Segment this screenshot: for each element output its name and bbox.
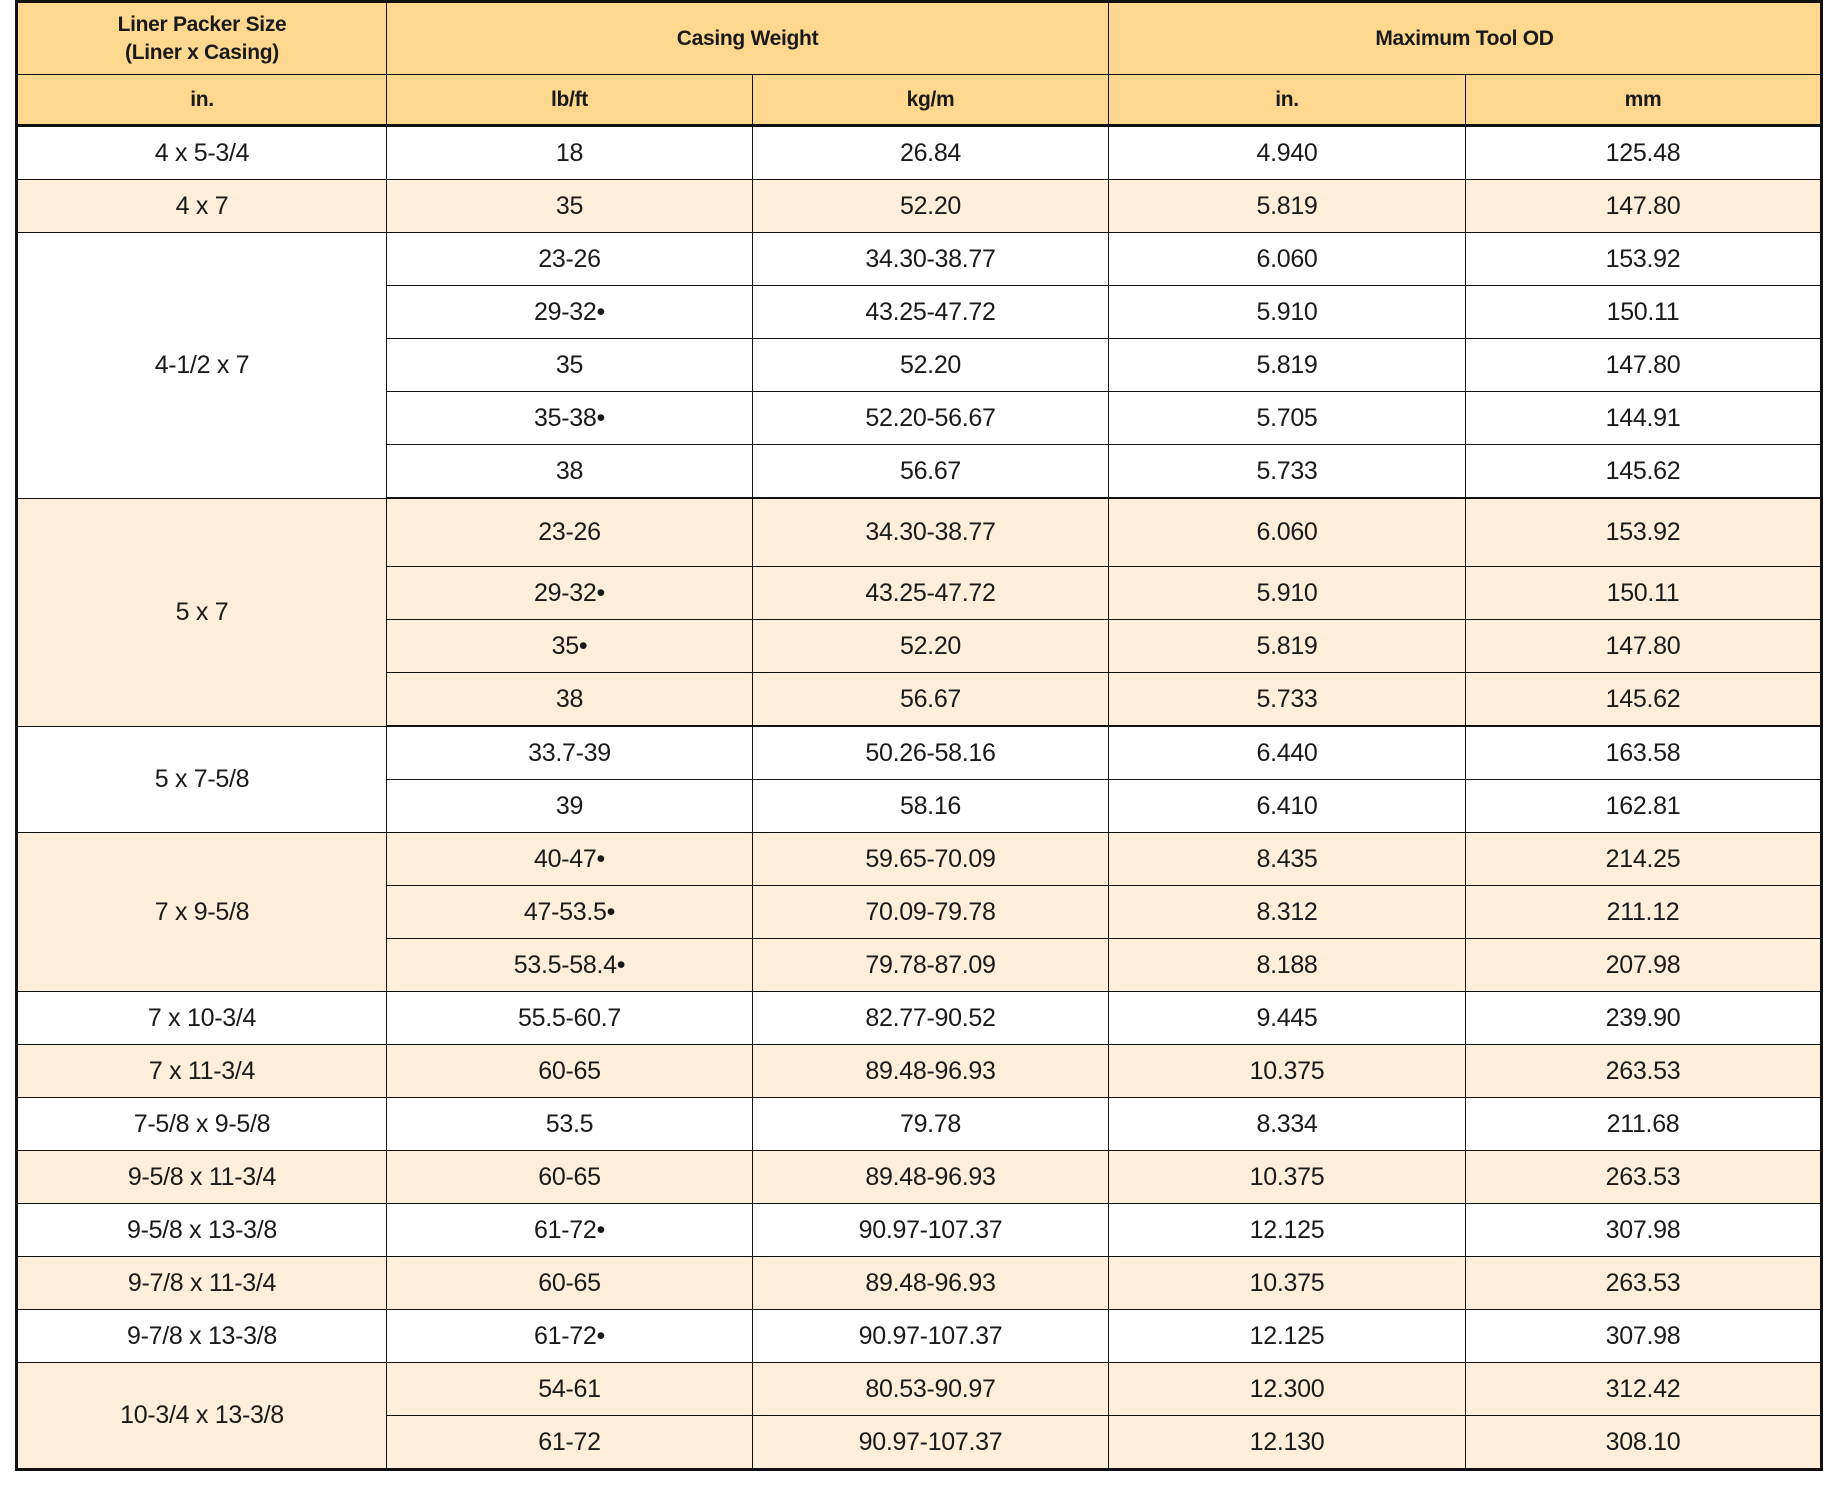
unit-od-in: in. (1109, 75, 1466, 126)
cell-od-mm: 153.92 (1466, 498, 1822, 567)
header-size-line2: (Liner x Casing) (125, 40, 279, 64)
cell-weight-lbft: 38 (387, 673, 753, 727)
cell-od-in: 10.375 (1109, 1045, 1466, 1098)
cell-liner-packer-size: 9-5/8 x 11-3/4 (17, 1151, 387, 1204)
cell-weight-lbft: 29-32• (387, 286, 753, 339)
cell-weight-lbft: 54-61 (387, 1363, 753, 1416)
cell-weight-lbft: 61-72• (387, 1204, 753, 1257)
cell-weight-kgm: 52.20 (753, 620, 1109, 673)
cell-od-in: 4.940 (1109, 126, 1466, 180)
cell-liner-packer-size: 10-3/4 x 13-3/8 (17, 1363, 387, 1470)
cell-od-in: 8.188 (1109, 939, 1466, 992)
cell-weight-kgm: 52.20-56.67 (753, 392, 1109, 445)
cell-weight-kgm: 82.77-90.52 (753, 992, 1109, 1045)
cell-od-mm: 145.62 (1466, 673, 1822, 727)
cell-od-mm: 239.90 (1466, 992, 1822, 1045)
cell-od-mm: 211.12 (1466, 886, 1822, 939)
table-row (17, 1363, 1822, 1416)
cell-liner-packer-size: 9-7/8 x 13-3/8 (17, 1310, 387, 1363)
cell-od-in: 5.910 (1109, 286, 1466, 339)
cell-od-in: 12.130 (1109, 1416, 1466, 1470)
cell-weight-kgm: 89.48-96.93 (753, 1257, 1109, 1310)
table-row (17, 180, 1822, 233)
cell-od-mm: 150.11 (1466, 286, 1822, 339)
cell-weight-kgm: 58.16 (753, 780, 1109, 833)
cell-od-mm: 125.48 (1466, 126, 1822, 180)
cell-weight-lbft: 61-72• (387, 1310, 753, 1363)
cell-od-mm: 307.98 (1466, 1310, 1822, 1363)
cell-od-in: 8.312 (1109, 886, 1466, 939)
cell-weight-lbft: 60-65 (387, 1045, 753, 1098)
cell-liner-packer-size: 9-5/8 x 13-3/8 (17, 1204, 387, 1257)
cell-weight-lbft: 47-53.5• (387, 886, 753, 939)
table-row (17, 726, 1822, 780)
cell-weight-kgm: 26.84 (753, 126, 1109, 180)
cell-weight-kgm: 89.48-96.93 (753, 1151, 1109, 1204)
header-liner-packer-size (17, 2, 387, 75)
cell-weight-lbft: 35 (387, 339, 753, 392)
cell-od-mm: 312.42 (1466, 1363, 1822, 1416)
cell-weight-lbft: 23-26 (387, 498, 753, 567)
cell-od-mm: 214.25 (1466, 833, 1822, 886)
unit-weight-lbft: lb/ft (387, 75, 753, 126)
cell-liner-packer-size: 5 x 7-5/8 (17, 726, 387, 833)
cell-od-in: 9.445 (1109, 992, 1466, 1045)
cell-od-in: 6.060 (1109, 233, 1466, 286)
cell-liner-packer-size: 7-5/8 x 9-5/8 (17, 1098, 387, 1151)
header-casing-weight: Casing Weight (387, 2, 1109, 75)
cell-weight-lbft: 60-65 (387, 1151, 753, 1204)
cell-liner-packer-size: 4 x 7 (17, 180, 387, 233)
cell-od-in: 10.375 (1109, 1257, 1466, 1310)
cell-liner-packer-size: 7 x 11-3/4 (17, 1045, 387, 1098)
cell-weight-kgm: 90.97-107.37 (753, 1416, 1109, 1470)
cell-od-mm: 207.98 (1466, 939, 1822, 992)
table-row (17, 1257, 1822, 1310)
cell-weight-kgm: 56.67 (753, 673, 1109, 727)
cell-weight-lbft: 38 (387, 445, 753, 499)
cell-od-mm: 147.80 (1466, 620, 1822, 673)
cell-weight-kgm: 59.65-70.09 (753, 833, 1109, 886)
unit-size-in: in. (17, 75, 387, 126)
cell-liner-packer-size: 4-1/2 x 7 (17, 233, 387, 499)
cell-od-in: 8.435 (1109, 833, 1466, 886)
cell-weight-lbft: 60-65 (387, 1257, 753, 1310)
cell-od-in: 6.410 (1109, 780, 1466, 833)
cell-liner-packer-size: 7 x 9-5/8 (17, 833, 387, 992)
cell-weight-kgm: 34.30-38.77 (753, 233, 1109, 286)
cell-od-in: 6.060 (1109, 498, 1466, 567)
cell-od-in: 5.733 (1109, 673, 1466, 727)
table-row (17, 833, 1822, 886)
cell-od-mm: 211.68 (1466, 1098, 1822, 1151)
unit-od-mm: mm (1466, 75, 1822, 126)
cell-od-mm: 145.62 (1466, 445, 1822, 499)
cell-weight-lbft: 61-72 (387, 1416, 753, 1470)
table-row (17, 992, 1822, 1045)
cell-od-in: 5.910 (1109, 567, 1466, 620)
table-row (17, 1310, 1822, 1363)
cell-od-mm: 263.53 (1466, 1151, 1822, 1204)
cell-od-mm: 144.91 (1466, 392, 1822, 445)
cell-od-in: 5.733 (1109, 445, 1466, 499)
cell-od-in: 6.440 (1109, 726, 1466, 780)
cell-od-in: 10.375 (1109, 1151, 1466, 1204)
cell-liner-packer-size: 9-7/8 x 11-3/4 (17, 1257, 387, 1310)
unit-weight-kgm: kg/m (753, 75, 1109, 126)
cell-od-mm: 263.53 (1466, 1045, 1822, 1098)
cell-weight-kgm: 80.53-90.97 (753, 1363, 1109, 1416)
cell-od-mm: 162.81 (1466, 780, 1822, 833)
table-row (17, 1204, 1822, 1257)
cell-od-in: 5.819 (1109, 620, 1466, 673)
cell-od-mm: 153.92 (1466, 233, 1822, 286)
cell-od-in: 8.334 (1109, 1098, 1466, 1151)
header-size-line1: Liner Packer Size (117, 12, 287, 36)
cell-weight-kgm: 90.97-107.37 (753, 1204, 1109, 1257)
cell-weight-kgm: 50.26-58.16 (753, 726, 1109, 780)
cell-weight-lbft: 53.5 (387, 1098, 753, 1151)
cell-od-mm: 307.98 (1466, 1204, 1822, 1257)
cell-weight-kgm: 52.20 (753, 180, 1109, 233)
cell-weight-kgm: 43.25-47.72 (753, 567, 1109, 620)
table-body (17, 126, 1822, 1470)
cell-od-in: 5.819 (1109, 339, 1466, 392)
cell-weight-lbft: 29-32• (387, 567, 753, 620)
cell-weight-kgm: 90.97-107.37 (753, 1310, 1109, 1363)
cell-liner-packer-size: 5 x 7 (17, 498, 387, 726)
cell-od-mm: 147.80 (1466, 180, 1822, 233)
cell-weight-lbft: 35• (387, 620, 753, 673)
cell-od-in: 12.125 (1109, 1204, 1466, 1257)
cell-weight-kgm: 34.30-38.77 (753, 498, 1109, 567)
cell-od-mm: 308.10 (1466, 1416, 1822, 1470)
cell-od-mm: 163.58 (1466, 726, 1822, 780)
cell-weight-lbft: 18 (387, 126, 753, 180)
cell-weight-kgm: 70.09-79.78 (753, 886, 1109, 939)
cell-od-in: 12.125 (1109, 1310, 1466, 1363)
cell-weight-lbft: 39 (387, 780, 753, 833)
cell-od-mm: 150.11 (1466, 567, 1822, 620)
cell-weight-kgm: 56.67 (753, 445, 1109, 499)
table-row (17, 233, 1822, 286)
table-row (17, 498, 1822, 567)
cell-weight-kgm: 52.20 (753, 339, 1109, 392)
table-row (17, 1098, 1822, 1151)
liner-packer-spec-table (15, 0, 1823, 1471)
cell-weight-kgm: 89.48-96.93 (753, 1045, 1109, 1098)
cell-weight-kgm: 79.78 (753, 1098, 1109, 1151)
cell-weight-kgm: 79.78-87.09 (753, 939, 1109, 992)
header-maximum-tool-od: Maximum Tool OD (1109, 2, 1822, 75)
cell-weight-lbft: 55.5-60.7 (387, 992, 753, 1045)
cell-od-mm: 147.80 (1466, 339, 1822, 392)
cell-weight-kgm: 43.25-47.72 (753, 286, 1109, 339)
cell-od-in: 12.300 (1109, 1363, 1466, 1416)
cell-weight-lbft: 53.5-58.4• (387, 939, 753, 992)
cell-liner-packer-size: 7 x 10-3/4 (17, 992, 387, 1045)
table-row (17, 126, 1822, 180)
cell-od-mm: 263.53 (1466, 1257, 1822, 1310)
cell-weight-lbft: 40-47• (387, 833, 753, 886)
cell-od-in: 5.819 (1109, 180, 1466, 233)
cell-weight-lbft: 33.7-39 (387, 726, 753, 780)
cell-od-in: 5.705 (1109, 392, 1466, 445)
table-row (17, 1151, 1822, 1204)
cell-weight-lbft: 35-38• (387, 392, 753, 445)
cell-liner-packer-size: 4 x 5-3/4 (17, 126, 387, 180)
cell-weight-lbft: 35 (387, 180, 753, 233)
cell-weight-lbft: 23-26 (387, 233, 753, 286)
table-row (17, 1045, 1822, 1098)
